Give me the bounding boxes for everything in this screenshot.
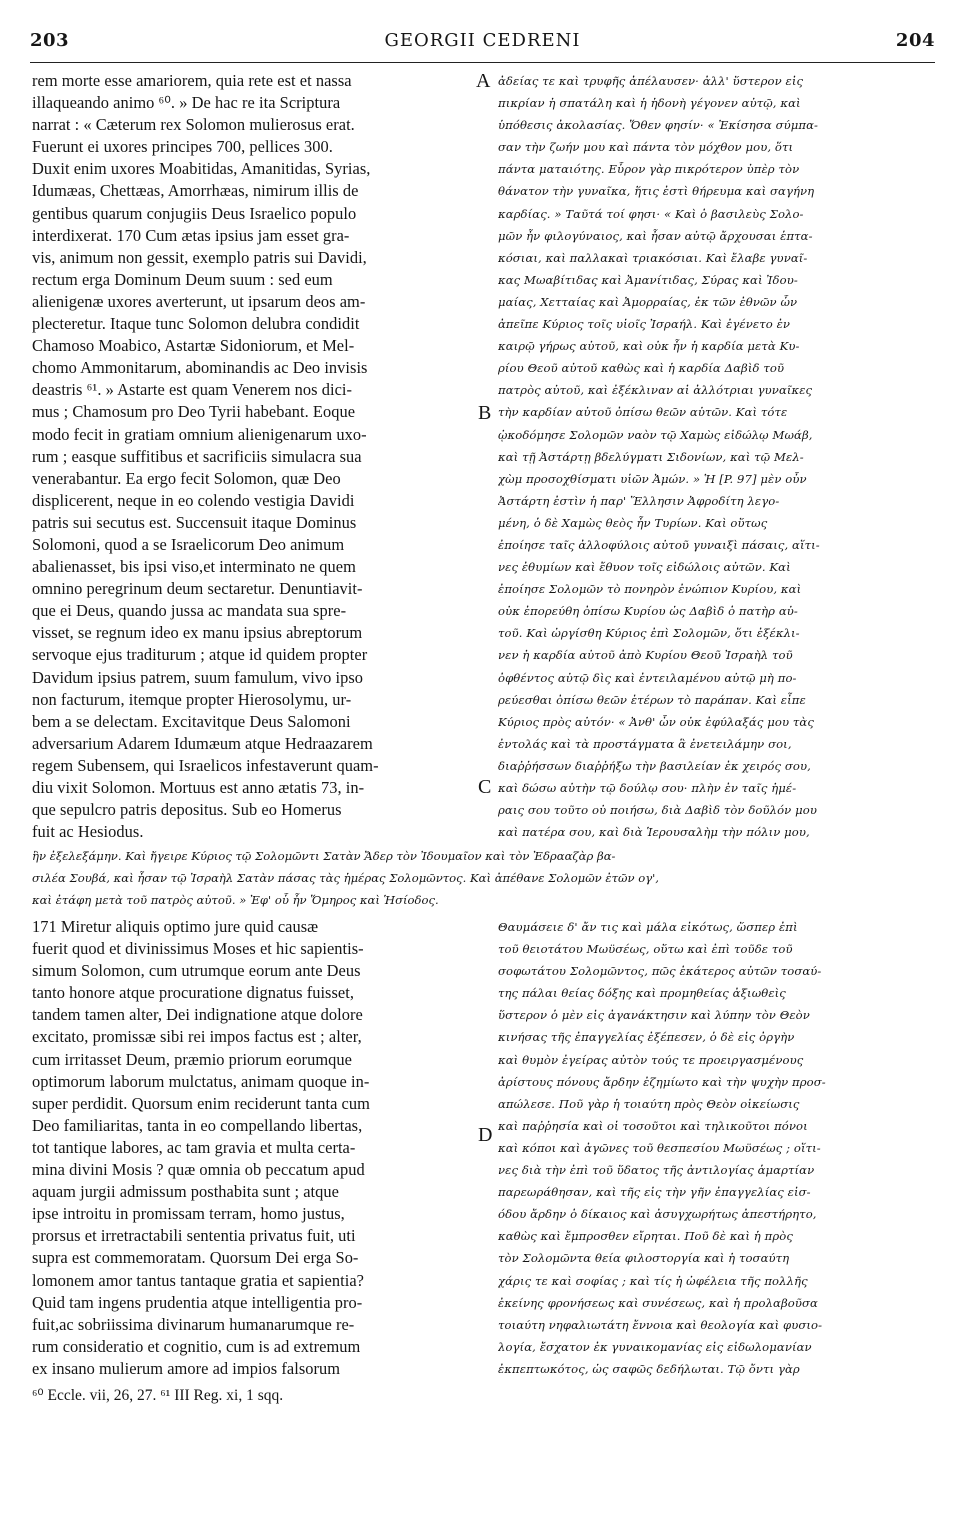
greek-text-line: παρεωράθησαν, καὶ τῆς εἰς τὴν γῆν ἐπαγγελίας εἰσ- — [498, 1185, 811, 1200]
greek-text-line: σιλέα Σουβά, καὶ ἦσαν τῷ Ἰσραὴλ Σατὰν πάσας τὰς ἡμέρας Σολομῶντος. Καὶ ἀπέθανε Σολομῶν ἐτῶν ογ', — [32, 871, 659, 885]
greek-text-line: όδου ἄρδην ὁ δίκαιος καὶ ἀσυγχωρήτως ἀπεστήρητο, — [498, 1207, 817, 1222]
greek-text-line: νες ἐθυμίων καὶ ἔθυον τοῖς εἰδώλοις αὐτῶν. Καὶ — [498, 560, 791, 575]
greek-text-line: καὶ παῤῥησία καὶ οἱ τοσοῦτοι καὶ τηλικοῦτοι πόνοι — [498, 1118, 808, 1133]
header-rule — [30, 62, 935, 63]
latin-text-line: gentibus quarum conjugiis Deus Israelico populo — [32, 203, 357, 223]
latin-text-line: omnino peregrinum deum sectaretur. Denuntiavit- — [32, 579, 363, 599]
greek-text-line: ἐκείνης φρονήσεως καὶ συνέσεως, καὶ ἡ προλαβοῦσα — [498, 1295, 818, 1310]
latin-text-line: simum Solomon, cum utrumque eorum ante Deus — [32, 961, 361, 981]
latin-text-line: Davidum ipsius patrem, suum famulum, vivo ipso — [32, 667, 364, 687]
greek-text-line: τοιαύτη νηφαλιωτάτη ἔννοια καὶ θεολογία καὶ φυσιο- — [498, 1317, 823, 1332]
greek-text-line: ἀδείας τε καὶ τρυφῆς ἀπέλαυσεν· ἀλλ' ὕστερον εἰς — [498, 74, 804, 88]
greek-text-line: χὼμ προσοχθίσματι υἱῶν Ἀμών. » Ἡ [P. 97] μὲν οὖν — [498, 471, 807, 486]
greek-text-line: καὶ πατέρα σου, καὶ διὰ Ἱερουσαλὴμ τὴν πόλιν μου, — [498, 825, 810, 840]
latin-text-line: tandem tamen alter, Dei indignatione atque dolore — [32, 1005, 363, 1025]
latin-text-line: fuit ac Hesiodus. — [32, 822, 144, 842]
latin-text-line: ipse introitu in promissam terram, homo justus, — [32, 1204, 345, 1224]
latin-text-line: lomonem amor tantus tantaque gratia et sapientia? — [32, 1270, 364, 1290]
greek-text-line: ἐποίησε Σολομῶν τὸ πονηρὸν ἐνώπιον Κυρίου, καὶ — [498, 582, 802, 597]
latin-text-line: abalienasset, bis ipsi viso,et interminato ne quem — [32, 557, 356, 577]
latin-text-line: super perdidit. Quorsum enim reciderunt tanta cum — [32, 1093, 370, 1113]
latin-text-line: Idumæas, Chettæas, Amorrhæas, nimirum illis de — [32, 181, 359, 201]
latin-text-line: Duxit enim uxores Moabitidas, Amanitidas, Syrias, — [32, 159, 371, 179]
greek-text-line: ἐκπεπτωκότος, ὡς σαφῶς δεδήλωται. Τῷ ὄντι γὰρ — [498, 1361, 800, 1376]
latin-text-line: fuerit quod et divinissimus Moses et hic sapientis- — [32, 939, 364, 959]
latin-text-line: adversarium Adarem Idumæum atque Hedraazarem — [32, 733, 373, 753]
greek-text-line: πικρίαν ἡ σπατάλη καὶ ἡ ἡδονὴ γέγονεν αὐτῷ, καὶ — [498, 96, 801, 111]
latin-text-line: servoque ejus traditurum ; atque id quidem propter — [32, 645, 368, 665]
greek-full-width — [32, 845, 936, 913]
footnotes: ⁶⁰ Eccle. vii, 26, 27. ⁶¹ III Reg. xi, 1 sqq. — [32, 1387, 284, 1404]
greek-text-line: ὑπόθεσις ἀκολασίας. Ὅθεν φησίν· « Ἐκίσησα σύμπα- — [498, 118, 819, 133]
latin-text-line: displicerent, neque in eo colendo vestigia Davidi — [32, 490, 355, 510]
greek-text-line: καρδίας. » Ταῦτά τοί φησι· « Καὶ ὁ βασιλεὺς Σολο- — [498, 206, 804, 221]
greek-text-line: ρίου Θεοῦ αὐτοῦ καθὼς καὶ ἡ καρδία Δαβὶδ τοῦ — [498, 361, 785, 376]
page-header — [30, 30, 935, 62]
page-number-right: 204 — [895, 30, 935, 51]
greek-text-line: μαίας, Χετταίας καὶ Ἀμορραίας, ἐκ τῶν ἐθνῶν ὧν — [498, 294, 798, 309]
latin-text-line: alienigenæ uxores averterunt, ut ipsarum deos am- — [32, 291, 366, 311]
latin-text-line: patris sui secutus est. Succensuit itaque Dominus — [32, 512, 357, 532]
latin-text-line: tanto honore atque procuratione dignatus fuisset, — [32, 983, 354, 1003]
greek-text-line: ἐποίησε ταῖς ἀλλοφύλοις αὐτοῦ γυναιξὶ πάσαις, αἵτι- — [498, 537, 820, 552]
latin-text-line: bem a se delectam. Excitavitque Deus Salomoni — [32, 711, 351, 731]
page-number-left: 203 — [30, 30, 70, 51]
greek-text-line: τὴν καρδίαν αὐτοῦ ὀπίσω θεῶν αὐτῶν. Καὶ τότε — [498, 405, 788, 420]
greek-text-line: Κύριος πρὸς αὐτόν· « Ἀνθ' ὧν οὐκ ἐφύλαξάς μου τὰς — [498, 714, 814, 729]
greek-text-line: ὀφθέντος αὐτῷ δὶς καὶ ἐντειλαμένου αὐτῷ μὴ πο- — [498, 670, 797, 685]
latin-text-line: tot tantique labores, ac tam gravia et multa certa- — [32, 1137, 356, 1157]
greek-column-top — [498, 70, 936, 845]
greek-text-line: καὶ ἐτάφη μετὰ τοῦ πατρὸς αὐτοῦ. » Ἐφ' οὗ ἦν Ὅμηρος καὶ Ἡσίοδος. — [32, 893, 439, 907]
greek-text-line: σαν τὴν ζωήν μου καὶ πάντα τὸν μόχθον μου, ὅτι — [498, 140, 794, 155]
latin-text-line: Fuerunt ei uxores principes 700, pellices 300. — [32, 137, 333, 157]
latin-text-line: mina divini Mosis ? quæ omnia ob peccatum apud — [32, 1160, 365, 1180]
latin-text-line: Deo familiaritas, tanta in eo compellando libertas, — [32, 1115, 363, 1135]
greek-text-line: κόσιαι, καὶ παλλακαὶ τριακόσιαι. Καὶ ἔλαβε γυναῖ- — [498, 250, 808, 265]
greek-text-line: ὕστερον ὁ μὲν εἰς ἀγανάκτησιν καὶ λύπην τὸν Θεὸν — [498, 1008, 810, 1023]
latin-text-line: excitato, promissæ sibi rei impos factus est ; alter, — [32, 1027, 362, 1047]
latin-text-line: regem Subensem, qui Israelicos infestaverunt quam- — [32, 755, 379, 775]
latin-text-line: modo fecit in gratiam omnium alienigenarum uxo- — [32, 424, 367, 444]
latin-text-line: Solomoni, quod a se Israelicorum Deo animum — [32, 534, 345, 554]
latin-column-bottom — [32, 916, 472, 1382]
latin-text-line: que sepulcro patris depositus. Sub eo Homerus — [32, 800, 342, 820]
greek-text-line: λογία, ἔσχατον ἐκ γυναικομανίας εἰς εἰδωλομανίαν — [498, 1339, 812, 1354]
greek-text-line: της πάλαι θείας δόξης καὶ προμηθείας ἀξιωθεὶς — [498, 986, 786, 1001]
latin-text-line: rum ; easque suffitibus et sacrificiis simulacra sua — [32, 446, 362, 466]
latin-text-line: mus ; Chamosum pro Deo Tyrii habebant. Eoque — [32, 402, 356, 422]
greek-text-line: καιρῷ γήρως αὐτοῦ, καὶ οὐκ ἦν ἡ καρδία μετὰ Κυ- — [498, 339, 800, 354]
greek-text-line: τοῦ. Καὶ ὠργίσθη Κύριος ἐπὶ Σολομῶν, ὅτι ἐξέκλι- — [498, 626, 800, 641]
latin-text-line: Quid tam ingens prudentia atque intelligentia pro- — [32, 1292, 363, 1312]
greek-text-line: ᾠκοδόμησε Σολομῶν ναὸν τῷ Χαμὼς εἰδώλῳ Μωάβ, — [498, 427, 813, 442]
greek-text-line: καὶ τῇ Ἀστάρτῃ βδελύγματι Σιδονίων, καὶ τῷ Μελ- — [498, 449, 804, 464]
latin-text-line: rem morte esse amariorem, quia rete est et nassa — [32, 71, 352, 90]
latin-text-line: aquam jurgii admissum posthabita sunt ; atque — [32, 1182, 339, 1202]
latin-text-line: vis, animum non gessit, exemplo patris sui Davidi, — [32, 247, 367, 267]
greek-text-line: ραις σου τοῦτο οὐ ποιήσω, διὰ Δαβὶδ τὸν δοῦλόν μου — [498, 803, 817, 818]
latin-text-line: optimorum laborum mulctatus, animam quoque in- — [32, 1071, 370, 1091]
greek-text-line: καὶ δώσω αὐτὴν τῷ δούλῳ σου· πλὴν ἐν ταῖς ἡμέ- — [498, 781, 797, 795]
greek-text-line: πατρὸς αὐτοῦ, καὶ ἐξέκλιναν αἱ ἀλλότριαι γυναῖκες — [498, 383, 813, 398]
greek-text-line: θάνατον τὴν γυναῖκα, ἥτις ἐστὶ θήρευμα καὶ σαγήνη — [498, 184, 815, 199]
greek-text-line: τοῦ θειοτάτου Μωϋσέως, οὕτω καὶ ἐπὶ τοῦδε τοῦ — [498, 942, 793, 957]
latin-text-line: venerabantur. Ea ergo fecit Solomon, quæ Deo — [32, 468, 341, 488]
latin-text-line: non facturum, itemque propter Hierosolymu, ur- — [32, 689, 352, 709]
greek-text-line: κας Μωαβίτιδας καὶ Ἀμανίτιδας, Σύρας καὶ Ἰδου- — [498, 272, 798, 287]
greek-text-line: σοφωτάτου Σολομῶντος, πῶς ἑκάτερος αὐτῶν τοσαύ- — [498, 964, 822, 979]
greek-text-line: καθὼς καὶ ἔμπροσθεν εἴρηται. Ποῦ δὲ καὶ ἡ πρὸς — [498, 1229, 793, 1244]
greek-text-line: πάντα ματαιότης. Εὗρον γὰρ πικρότερον ὑπὲρ τὸν — [498, 162, 800, 177]
greek-text-line: μῶν ἦν φιλογύναιος, καὶ ἦσαν αὐτῷ ἄρχουσαι ἑπτα- — [498, 228, 813, 243]
latin-text-line: narrat : « Cæterum rex Solomon mulierosus erat. — [32, 115, 355, 135]
greek-column-bottom — [498, 916, 936, 1382]
greek-text-line: κινήσας τῆς ἐπαγγελίας ἐξέπεσεν, ὁ δὲ εἰς ὀργὴν — [498, 1030, 795, 1045]
greek-text-line: απώλεσε. Ποῦ γὰρ ἡ τοιαύτη πρὸς Θεὸν οἰκείωσις — [498, 1096, 800, 1111]
greek-text-line: τὸν Σολομῶντα θεία φιλοστοργία καὶ ἡ τοσαύτη — [498, 1251, 790, 1266]
margin-letter-c: C — [478, 776, 492, 798]
latin-text-line: 171 Miretur aliquis optimo jure quid causæ — [32, 917, 319, 936]
latin-text-line: chomo Ammonitarum, abominandis ac Deo invisis — [32, 358, 368, 378]
running-title: GEORGII CEDRENI — [384, 30, 581, 51]
greek-text-line: καὶ κόποι καὶ ἀγῶνες τοῦ θεσπεσίου Μωϋσέως ; οἵτι- — [498, 1140, 821, 1155]
greek-text-line: μένη, ὁ δὲ Χαμὼς θεὸς ἦν Τυρίων. Καὶ οὕτως — [498, 515, 768, 530]
latin-text-line: plecteretur. Itaque tunc Solomon delubra condidit — [32, 314, 360, 334]
greek-text-line: οὐκ ἐπορεύθη ὀπίσω Κυρίου ὡς Δαβὶδ ὁ πατὴρ αὐ- — [498, 604, 798, 619]
margin-letter-d: D — [478, 1124, 493, 1146]
latin-text-line: illaqueando animo ⁶⁰. » De hac re ita Scriptura — [32, 93, 341, 113]
latin-text-line: rum consideratio et cognitio, cum is ad extremum — [32, 1336, 361, 1356]
greek-text-line: νεν ἡ καρδία αὐτοῦ ἀπὸ Κυρίου Θεοῦ Ἰσραὴλ τοῦ — [498, 648, 793, 663]
latin-text-line: que ei Deus, quando jussa ac mandata sua spre- — [32, 601, 347, 621]
greek-text-line: ἀπεῖπε Κύριος τοῖς υἱοῖς Ἰσραήλ. Καὶ ἐγένετο ἐν — [498, 317, 791, 332]
greek-text-line: νες διὰ τὴν ἐπὶ τοῦ ὕδατος τῆς ἀντιλογίας ἁμαρτίαν — [498, 1163, 815, 1178]
greek-text-line: ἣν ἐξελεξάμην. Καὶ ἤγειρε Κύριος τῷ Σολομῶντι Σατὰν Ἄδερ τὸν Ἰδουμαῖον καὶ τὸν Ἐδρααζὰρ βα- — [32, 849, 616, 863]
latin-column-top — [32, 70, 472, 845]
greek-text-line: Ἀστάρτη ἐστὶν ἡ παρ' Ἕλλησιν Ἀφροδίτη λεγο- — [498, 493, 780, 508]
greek-text-line: ἀρίστους πόνους ἄρδην ἐζημίωτο καὶ τὴν ψυχὴν προσ- — [498, 1074, 826, 1089]
greek-text-line: διαῤῥήσσων διαῤῥήξω τὴν βασιλείαν ἐκ χειρός σου, — [498, 758, 811, 773]
latin-text-line: visset, se regnum ideo ex manu ipsius abreptorum — [32, 623, 363, 643]
latin-text-line: Chamoso Moabico, Astartæ Sidoniorum, et Mel- — [32, 336, 355, 356]
greek-text-line: χάρις τε καὶ σοφίας ; καὶ τίς ἡ ὠφέλεια τῆς πολλῆς — [498, 1273, 808, 1288]
latin-text-line: fuit,ac sobriissima divinarum humanarumque re- — [32, 1314, 355, 1334]
latin-text-line: interdixerat. 170 Cum ætas ipsius jam esset gra- — [32, 225, 350, 245]
margin-letter-b: B — [478, 402, 492, 424]
margin-letter-a: A — [476, 70, 491, 92]
greek-text-line: ἐντολάς καὶ τὰ προστάγματα ἃ ἐνετειλάμην σοι, — [498, 736, 792, 751]
latin-text-line: rectum erga Dominum Deum suum : sed eum — [32, 269, 333, 289]
latin-text-line: ex insano mulierum amore ad impios falsorum — [32, 1358, 341, 1378]
greek-text-line: ρεύεσθαι ὀπίσω θεῶν ἑτέρων τὸ παράπαν. Καὶ εἶπε — [498, 692, 806, 707]
latin-text-line: prorsus et irretractabili sententia privatus fuit, uti — [32, 1226, 356, 1246]
greek-text-line: καὶ θυμὸν ἐγείρας αὐτὸν τούς τε προειργασμένους — [498, 1052, 804, 1067]
latin-text-line: deastris ⁶¹. » Astarte est quam Venerem nos dici- — [32, 380, 353, 400]
latin-text-line: supra est commemoratam. Quorsum Dei erga So- — [32, 1248, 359, 1268]
greek-text-line: Θαυμάσειε δ' ἄν τις καὶ μάλα εἰκότως, ὥσπερ ἐπὶ — [498, 920, 798, 934]
latin-text-line: cum irritasset Deum, præmio priorum eorumque — [32, 1049, 352, 1069]
latin-text-line: diu vixit Solomon. Mortuus est anno ætatis 73, in- — [32, 778, 365, 797]
